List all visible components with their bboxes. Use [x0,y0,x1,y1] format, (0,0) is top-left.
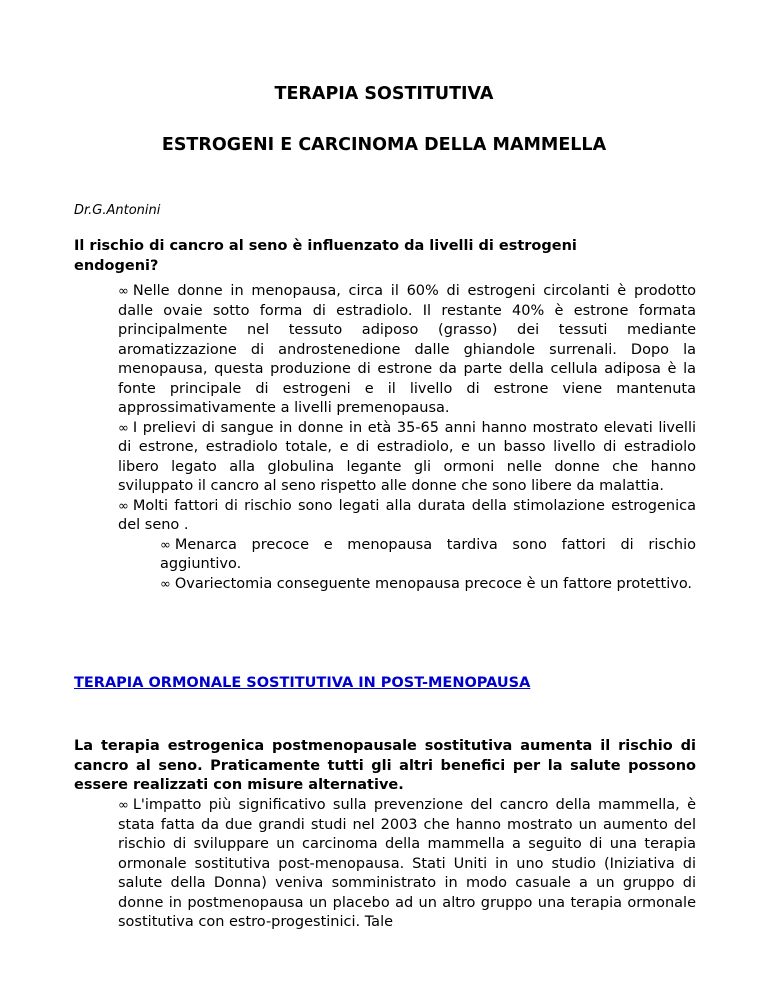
sublist-item: ∞ Ovariectomia conseguente menopausa precoce è un fattore protettivo. [160,575,693,592]
infinity-bullet-icon: ∞ [160,576,171,592]
infinity-bullet-icon: ∞ [160,537,171,553]
list-item: ∞ L'impatto più significativo sulla prevenzione del cancro della mammella, è stata fatta da due grandi studi nel 2003 che hanno mostrato un aumento del rischio di sviluppare un carcinoma della mammella a seguito di una terapia ormonale sostitutiva post-menopausa. Stati Uniti in uno studio (Iniziativa di salute della Donna) veniva somministrato in modo casuale a un gruppo di donne in postmenopausa un placebo ad un altro gruppo una terapia ormonale sostitutiva con estro-progestinici. Tale [118,797,696,930]
section1-sublist [118,536,696,595]
document-subtitle: ESTROGENI E CARCINOMA DELLA MAMMELLA [161,135,607,155]
infinity-bullet-icon: ∞ [118,420,129,436]
section1-question: Il rischio di cancro al seno è influenzato da livelli di estrogeni endogeni? [74,238,577,274]
author-name: Dr.G.Antonini [74,203,161,218]
list-item: ∞ I prelievi di sangue in donne in età 35-65 anni hanno mostrato elevati livelli di estrone, estradiolo totale, e di estradiolo, e un basso livello di estradiolo libero legato alla globulina legante gli ormoni nelle donne che hanno sviluppato il cancro al seno rispetto alle donne che sono libere da malattia. [118,419,696,494]
list-item: ∞ Molti fattori di rischio sono legati alla durata della stimolazione estrogenica del seno . ∞ Menarca precoce e menopausa tardiva sono fattori di rischio aggiuntivo. ∞ Ovariectomia conseguente menopausa precoce è un fattore protettivo. [118,497,696,595]
infinity-bullet-icon: ∞ [118,284,129,299]
infinity-bullet-icon: ∞ [118,798,129,813]
section2-heading-link[interactable]: TERAPIA ORMONALE SOSTITUTIVA IN POST-MENOPAUSA [74,675,531,691]
sublist-item: ∞ Menarca precoce e menopausa tardiva sono fattori di rischio aggiuntivo. [160,536,696,572]
document-title: TERAPIA SOSTITUTIVA [274,84,494,104]
section1-list [118,282,696,594]
section2-statement: La terapia estrogenica postmenopausale sostitutiva aumenta il rischio di cancro al seno. Praticamente tutti gli altri benefici per la salute possono essere realizzati con misure alternative. [74,738,696,793]
list-item: ∞ Nelle donne in menopausa, circa il 60% di estrogeni circolanti è prodotto dalle ovaie sotto forma di estradiolo. Il restante 40% è estrone formata principalmente nel tessuto adiposo (grasso) dei tessuti mediante aromatizzazione di androstenedione dalle ghiandole surrenali. Dopo la menopausa, questa produzione di estrone da parte della cellula adiposa è la fonte principale di estrogeni e il livello di estrone viene mantenuta approssimativamente a livelli premenopausa. [118,283,696,416]
infinity-bullet-icon: ∞ [118,498,129,514]
section2-list [118,796,696,933]
